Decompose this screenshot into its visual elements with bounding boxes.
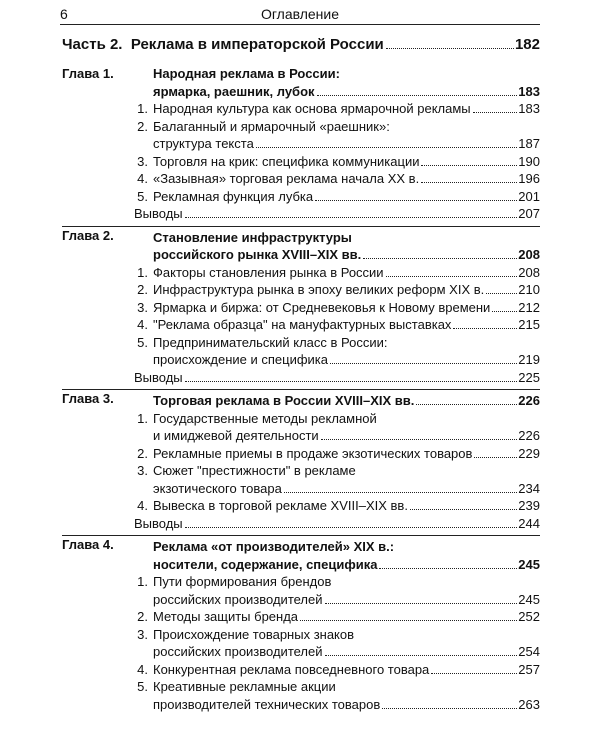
section-entry[interactable] [62, 626, 540, 661]
conclusion-label: Выводы [134, 369, 183, 385]
section-title-text: Происхождение товарных знаков [153, 626, 355, 642]
chapter-title-line [153, 392, 540, 410]
chapter-title-line [153, 246, 540, 264]
section-entry[interactable] [62, 334, 540, 369]
section-title-page: 208 [518, 264, 540, 280]
section-title-body [153, 410, 540, 445]
section-entry[interactable] [62, 188, 540, 206]
chapter-title-text: Становление инфраструктуры [153, 229, 352, 245]
dot-leader [284, 492, 518, 493]
section-title-text: Методы защиты бренда [153, 609, 299, 624]
section-title-text: Рекламные приемы в продаже экзотических товаров [153, 445, 473, 461]
section-number: 2. [137, 445, 148, 461]
chapter-title-page: 183 [518, 83, 540, 99]
part-label: Часть 2. [62, 36, 123, 53]
chapter-entry[interactable] [62, 226, 540, 264]
chapter-title-line [153, 65, 540, 83]
section-title-text: Предпринимательский класс в России: [153, 334, 388, 350]
chapter-entry[interactable] [62, 65, 540, 100]
section-title-body [153, 661, 540, 679]
conclusion-page: 207 [518, 206, 540, 221]
section-title-page: 257 [518, 661, 540, 677]
conclusion-label: Выводы [134, 206, 183, 221]
section-title-line [153, 118, 540, 136]
section-title-body [153, 678, 540, 713]
dot-leader [386, 48, 514, 49]
section-title-line [153, 608, 540, 626]
section-number: 1. [137, 101, 148, 116]
dot-leader [473, 112, 518, 113]
conclusion-line [134, 369, 540, 387]
section-title-text: Балаганный и ярмарочный «раешник»: [153, 118, 390, 134]
section-title-body [153, 188, 540, 206]
section-title-page: 183 [518, 101, 540, 116]
dot-leader [325, 655, 518, 656]
section-title-text: Народная культура как основа ярмарочной рекламы [153, 101, 471, 116]
chapter-title-line [153, 538, 540, 556]
section-title-page: 212 [518, 299, 540, 315]
section-number: 3. [137, 153, 148, 169]
chapter-title-text: Народная реклама в России: [153, 66, 340, 81]
section-title-line [153, 643, 540, 661]
section-entry[interactable] [62, 497, 540, 515]
section-title-line [153, 153, 540, 171]
chapter-title-text: ярмарка, раешник, лубок [153, 83, 315, 99]
section-title-body [153, 316, 540, 334]
section-title-text: российских производителей [153, 591, 323, 607]
section-title-page: 190 [518, 153, 540, 169]
section-number: 4. [137, 661, 148, 677]
chapter-title-text: Торговая реклама в России XVIII–XIX вв. [153, 393, 415, 408]
section-title-line [153, 445, 540, 463]
dot-leader [300, 620, 517, 621]
section-number: 1. [137, 264, 148, 280]
section-title-text: экзотического товара [153, 480, 282, 496]
section-entry[interactable] [62, 410, 540, 445]
chapter-title-body [153, 392, 540, 410]
conclusion-entry[interactable] [62, 205, 540, 223]
section-title-text: производителей технических товаров [153, 696, 381, 712]
section-entry[interactable] [62, 661, 540, 679]
section-title-line [153, 281, 540, 299]
section-title-body [153, 334, 540, 369]
section-title-line [153, 497, 540, 515]
section-title-page: 187 [518, 136, 540, 151]
section-title-body [153, 573, 540, 608]
dot-leader [317, 95, 518, 96]
part-entry[interactable] [62, 35, 540, 55]
dot-leader [256, 147, 517, 148]
section-entry[interactable] [62, 153, 540, 171]
section-title-page: 226 [518, 428, 540, 443]
dot-leader [416, 404, 517, 405]
part-title: Реклама в императорской России [130, 36, 384, 53]
section-title-page: 263 [518, 696, 540, 712]
dot-leader [185, 527, 518, 528]
section-title-text: происхождение и специфика [153, 352, 329, 367]
section-title-line [153, 351, 540, 369]
section-title-text: Торговля на крик: специфика коммуникации [153, 153, 420, 169]
section-title-line [153, 299, 540, 317]
dot-leader [382, 708, 517, 709]
section-title-body [153, 462, 540, 497]
section-title-body [153, 281, 540, 299]
page-number: 6 [60, 6, 68, 22]
chapter-title-body [153, 538, 540, 573]
section-title-line [153, 462, 540, 480]
chapter-label: Глава 2. [62, 227, 114, 243]
conclusion-page: 244 [518, 515, 540, 531]
section-title-body [153, 626, 540, 661]
dot-leader [474, 457, 517, 458]
section-title-line [153, 264, 540, 282]
section-entry[interactable] [62, 118, 540, 153]
section-title-page: 219 [518, 352, 540, 367]
chapter-title-page: 245 [518, 556, 540, 572]
section-title-line [153, 100, 540, 118]
section-title-page: 229 [518, 445, 540, 461]
section-number: 3. [137, 299, 148, 315]
chapter-title-text: носители, содержание, специфика [153, 556, 378, 572]
section-title-body [153, 608, 540, 626]
dot-leader [315, 200, 517, 201]
dot-leader [421, 182, 517, 183]
section-number: 1. [137, 574, 148, 589]
section-title-page: 254 [518, 644, 540, 659]
conclusion-line [134, 515, 540, 533]
dot-leader [185, 381, 518, 382]
section-title-line [153, 410, 540, 428]
running-title: Оглавление [260, 6, 340, 22]
section-title-text: Инфраструктура рынка в эпоху великих реформ XIX в. [153, 282, 485, 297]
chapter-title-body [153, 229, 540, 264]
section-number: 5. [137, 188, 148, 204]
section-title-line [153, 135, 540, 153]
conclusion-page: 225 [518, 369, 540, 385]
section-number: 4. [137, 171, 148, 186]
section-number: 5. [137, 334, 148, 350]
chapter-title-page: 226 [518, 393, 540, 408]
section-number: 3. [137, 463, 148, 478]
dot-leader [363, 258, 517, 259]
section-title-page: 239 [518, 498, 540, 513]
dot-leader [453, 328, 517, 329]
section-title-text: Рекламная функция лубка [153, 188, 314, 204]
section-title-text: Факторы становления рынка в России [153, 264, 384, 280]
section-title-body [153, 445, 540, 463]
dot-leader [431, 673, 517, 674]
section-number: 4. [137, 317, 148, 332]
section-title-text: структура текста [153, 136, 254, 151]
part-page: 182 [514, 36, 540, 53]
section-entry[interactable] [62, 678, 540, 713]
section-title-text: Вывеска в торговой рекламе XVIII–XIX вв. [153, 498, 408, 513]
section-title-body [153, 497, 540, 515]
dot-leader [386, 276, 518, 277]
section-title-page: 252 [518, 609, 540, 624]
section-title-line [153, 591, 540, 609]
section-title-line [153, 696, 540, 714]
section-entry[interactable] [62, 608, 540, 626]
section-title-text: «Зазывная» торговая реклама начала XX в. [153, 171, 420, 186]
dot-leader [185, 217, 518, 218]
section-entry[interactable] [62, 299, 540, 317]
conclusion-entry[interactable] [62, 369, 540, 387]
chapter-entry[interactable] [62, 389, 540, 410]
conclusion-entry[interactable] [62, 515, 540, 533]
section-title-body [153, 153, 540, 171]
chapter-label: Глава 3. [62, 391, 114, 406]
chapter-title-line [153, 556, 540, 574]
section-title-line [153, 316, 540, 334]
section-title-body [153, 170, 540, 188]
section-number: 2. [137, 118, 148, 134]
conclusion-label: Выводы [134, 515, 183, 531]
chapter-label: Глава 4. [62, 537, 114, 552]
section-title-text: и имиджевой деятельности [153, 428, 319, 443]
section-number: 2. [137, 282, 148, 297]
section-title-page: 196 [518, 171, 540, 186]
section-title-line [153, 661, 540, 679]
section-title-text: Сюжет "престижности" в рекламе [153, 463, 356, 478]
chapter-label: Глава 1. [62, 66, 114, 81]
table-of-contents [62, 35, 540, 713]
section-title-line [153, 480, 540, 498]
section-title-page: 210 [518, 282, 540, 297]
section-title-line [153, 170, 540, 188]
section-entry[interactable] [62, 100, 540, 118]
section-entry[interactable] [62, 281, 540, 299]
section-title-body [153, 299, 540, 317]
section-title-text: российских производителей [153, 644, 323, 659]
section-entry[interactable] [62, 445, 540, 463]
dot-leader [486, 293, 517, 294]
chapter-title-text: Реклама «от производителей» XIX в.: [153, 539, 395, 554]
section-number: 3. [137, 626, 148, 642]
section-title-page: 201 [518, 188, 540, 204]
section-title-line [153, 188, 540, 206]
section-title-line [153, 427, 540, 445]
section-title-text: Креативные рекламные акции [153, 679, 336, 694]
dot-leader [379, 568, 517, 569]
conclusion-line [134, 205, 540, 223]
chapter-title-body [153, 65, 540, 100]
section-entry[interactable] [62, 170, 540, 188]
section-title-text: Конкурентная реклама повседневного товара [153, 661, 430, 677]
chapter-title-line [153, 83, 540, 101]
section-title-text: Государственные методы рекламной [153, 410, 377, 426]
chapter-title-page: 208 [518, 247, 540, 262]
section-entry[interactable] [62, 462, 540, 497]
section-title-line [153, 573, 540, 591]
section-number: 5. [137, 679, 148, 694]
dot-leader [410, 509, 517, 510]
dot-leader [421, 165, 517, 166]
chapter-title-line [153, 229, 540, 247]
section-entry[interactable] [62, 573, 540, 608]
section-title-body [153, 100, 540, 118]
section-title-body [153, 118, 540, 153]
section-title-page: 245 [518, 591, 540, 607]
section-title-line [153, 678, 540, 696]
section-title-page: 215 [518, 317, 540, 332]
section-title-line [153, 626, 540, 644]
chapter-entry[interactable] [62, 535, 540, 573]
page-header [60, 6, 540, 25]
section-title-page: 234 [518, 480, 540, 496]
dot-leader [325, 603, 518, 604]
section-title-text: Пути формирования брендов [153, 574, 332, 589]
dot-leader [330, 363, 517, 364]
section-title-body [153, 264, 540, 282]
section-title-text: Ярмарка и биржа: от Средневековья к Новому времени [153, 299, 491, 315]
section-number: 2. [137, 609, 148, 624]
section-entry[interactable] [62, 264, 540, 282]
section-entry[interactable] [62, 316, 540, 334]
section-title-line [153, 334, 540, 352]
section-title-text: "Реклама образца" на мануфактурных выставках [153, 317, 452, 332]
dot-leader [492, 311, 517, 312]
dot-leader [321, 439, 518, 440]
chapter-title-text: российского рынка XVIII–XIX вв. [153, 247, 362, 262]
section-number: 1. [137, 410, 148, 426]
section-number: 4. [137, 498, 148, 513]
